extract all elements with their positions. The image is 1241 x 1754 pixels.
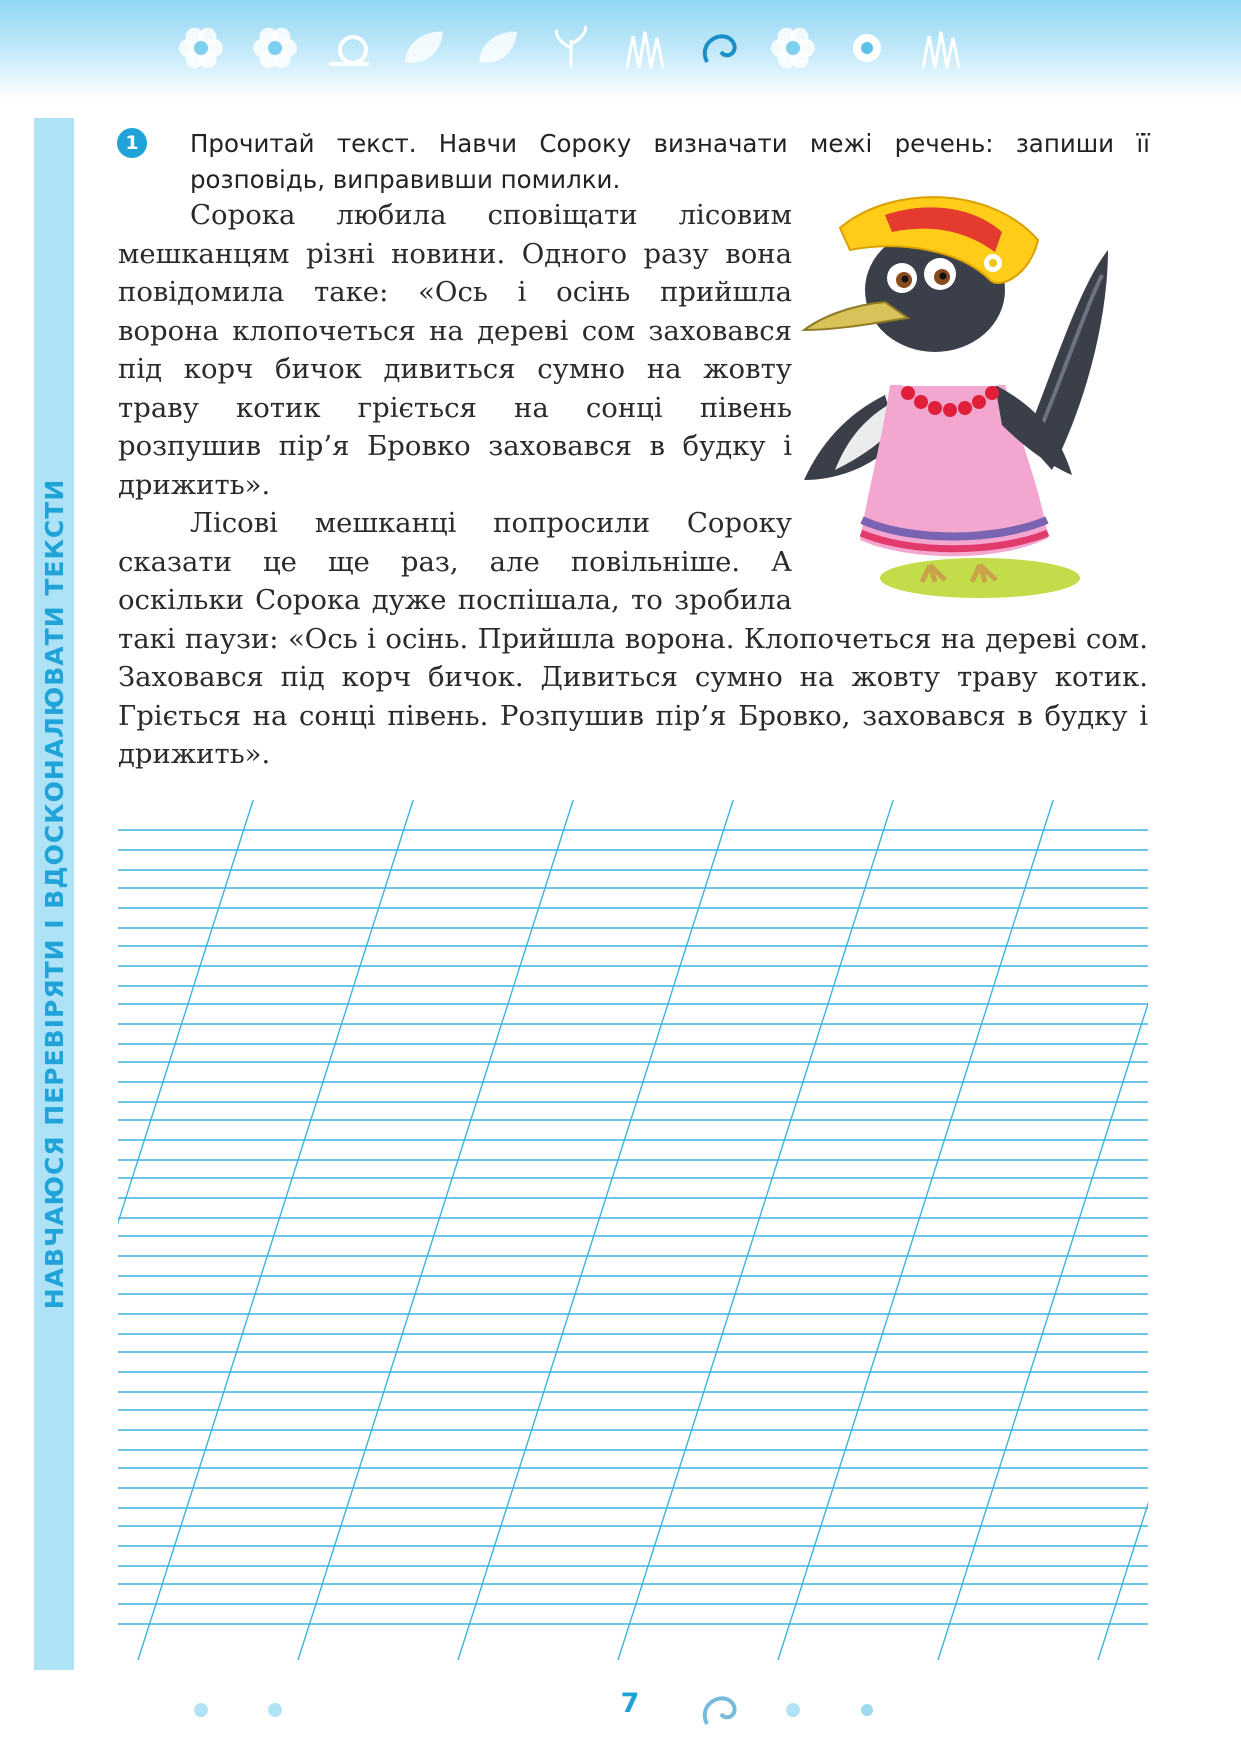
eye-icon [841,1684,893,1736]
flower-icon [175,22,227,74]
leaf-icon [397,22,449,74]
slant-lines [118,800,1148,1660]
slant-line [1098,800,1148,1660]
leaf-icon [471,1684,523,1736]
section-title: НАВЧАЮСЯ ПЕРЕВІРЯТИ І ВДОСКОНАЛЮВАТИ ТЕКСТИ [39,478,69,1310]
flower-icon [767,22,819,74]
task-number-badge: 1 [117,128,147,158]
slant-line [618,800,893,1660]
slant-line [458,800,733,1660]
slant-line [118,800,253,1660]
snail-icon [323,1684,375,1736]
flower-icon [249,1684,301,1736]
flower-icon [767,1684,819,1736]
eye-icon [841,22,893,74]
grass-icon [619,22,671,74]
slant-line [298,800,573,1660]
sprout-icon [545,22,597,74]
top-ornament-row [175,18,1075,78]
writing-area[interactable] [118,800,1148,1660]
hat-flower [984,254,1002,272]
leaf-icon [471,22,523,74]
sprout-icon [545,1684,597,1736]
page-number: 7 [620,1688,640,1719]
story-paragraph-2: Лісові мешканці попросили Сороку сказати це ще раз, але повільніше. А оскільки Сорока дуже поспішала, то зробила такі паузи: «Ось і осінь. Прийшла ворона. Клопочеться на дереві сом. Заховався під корч бичок. Дивиться сумно на жовту траву котик. Гріється на сонці півень. Розпушив пір’я Бровко, заховався в будку і дрижить». [118,507,1148,770]
ruled-lines [118,830,1148,1624]
grass-patch [880,558,1080,598]
grass-icon [915,1684,967,1736]
snail-icon [323,22,375,74]
slant-line [138,800,413,1660]
curl-icon [693,22,745,74]
magpie-illustration [790,190,1120,600]
task-instruction: Прочитай текст. Навчи Сороку визначати межі речень: запиши її розповідь, виправивши помилки. [190,129,1150,194]
flower-icon [175,1684,227,1736]
slant-line [938,800,1148,1660]
curl-icon [693,1684,745,1736]
slant-line [778,800,1053,1660]
story-paragraph-1: Сорока любила сповіщати лісовим мешканцям різні новини. Одного разу вона повідомила таке: «Ось і осінь прийшла ворона клопочеться на дереві сом заховався під корч бичок дивиться сумно на жовту траву котик гріється на сонці півень розпушив пір’я Бровко заховався в будку і дрижить». [118,199,792,501]
leaf-icon [397,1684,449,1736]
flower-icon [249,22,301,74]
grass-icon [915,22,967,74]
